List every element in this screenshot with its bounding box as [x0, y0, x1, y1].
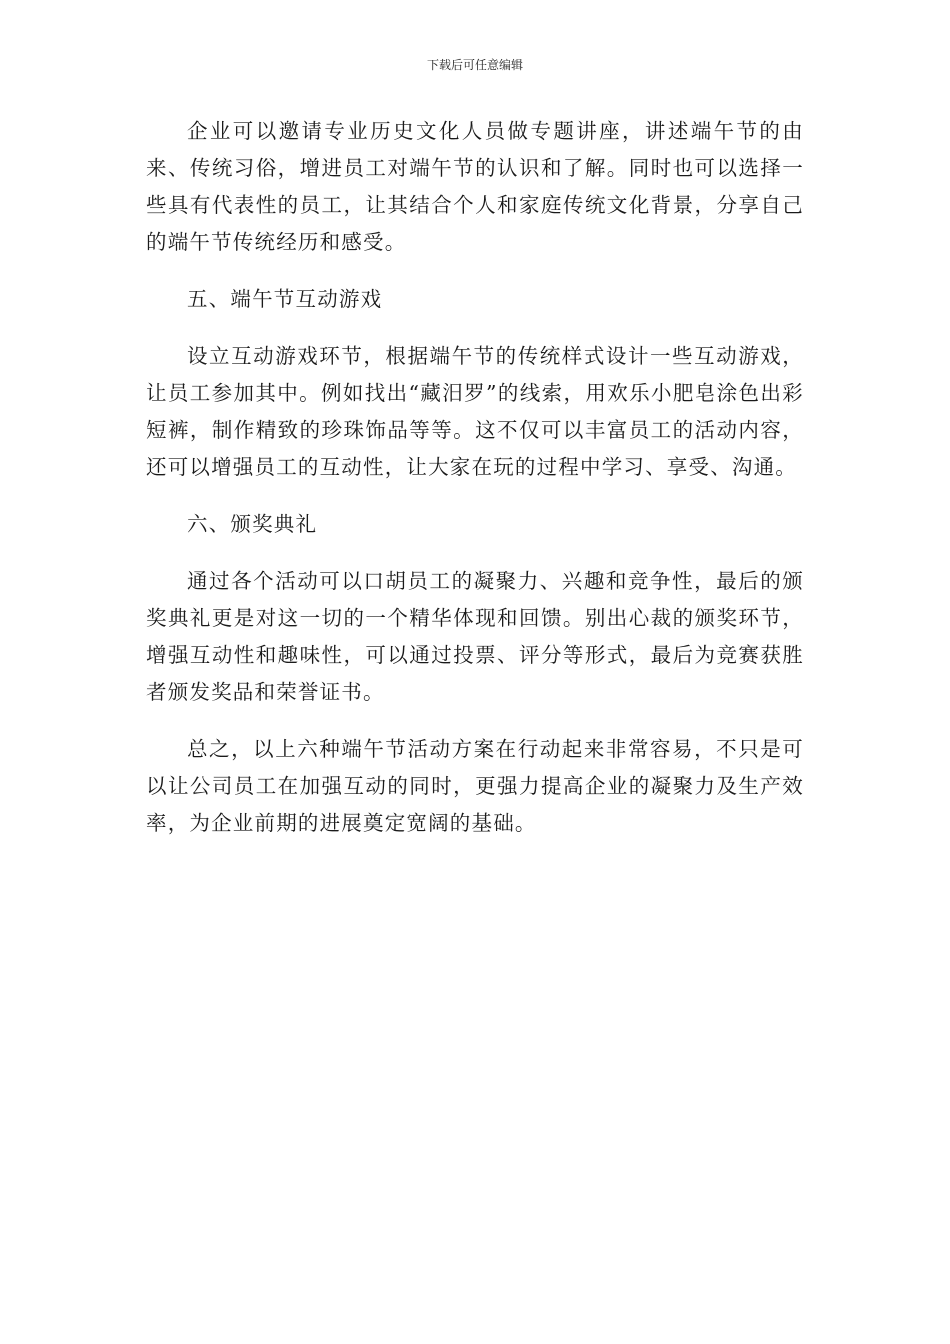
page-header: 下载后可任意编辑: [426, 58, 523, 72]
paragraph-interactive-games: 设立互动游戏环节，根据端午节的传统样式设计一些互动游戏，让员工参加其中。例如找出“藏汨罗”的线索，用欢乐小肥皂涂色出彩短裤，制作精致的珍珠饰品等等。这不仅可以丰富员工的活动内容，还可以增强员工的互动性，让大家在玩的过程中学习、享受、沟通。: [146, 344, 804, 479]
section-heading-award-ceremony: 六、颁奖典礼: [187, 512, 318, 536]
paragraph-award-ceremony: 通过各个活动可以口胡员工的凝聚力、兴趣和竞争性，最后的颁奖典礼更是对这一切的一个精华体现和回馈。别出心裁的颁奖环节，增强互动性和趣味性，可以通过投票、评分等形式，最后为竞赛获胜者颁发奖品和荣誉证书。: [146, 569, 804, 704]
paragraph-lecture: 企业可以邀请专业历史文化人员做专题讲座，讲述端午节的由来、传统习俗，增进员工对端午节的认识和了解。同时也可以选择一些具有代表性的员工，让其结合个人和家庭传统文化背景，分享自己的端午节传统经历和感受。: [146, 119, 804, 254]
section-heading-interactive-games: 五、端午节互动游戏: [187, 287, 383, 311]
document-body: [146, 113, 804, 842]
paragraph-conclusion: 总之，以上六种端午节活动方案在行动起来非常容易，不只是可以让公司员工在加强互动的同时，更强力提高企业的凝聚力及生产效率，为企业前期的进展奠定宽阔的基础。: [146, 737, 804, 835]
